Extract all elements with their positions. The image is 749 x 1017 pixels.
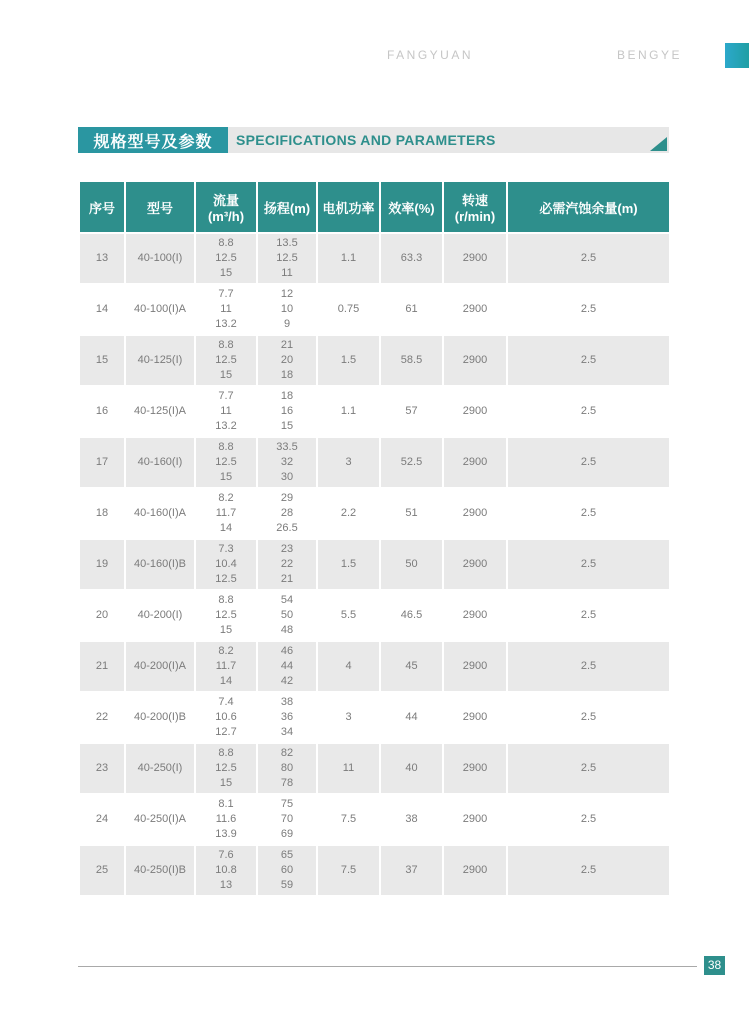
- cell-speed: 2900: [443, 386, 507, 437]
- cell-model: 40-100(I): [125, 233, 195, 284]
- value-line: 32: [280, 456, 294, 468]
- value-line: 46: [280, 645, 294, 657]
- value-line: 11.6: [215, 813, 237, 825]
- value-line: 22: [280, 558, 294, 570]
- value-line: 15: [219, 369, 233, 381]
- value-line: 23: [280, 543, 294, 555]
- cell-head: [257, 743, 317, 794]
- value-line: 13.2: [215, 318, 237, 330]
- cell-head: [257, 845, 317, 896]
- value-line: 8.2: [218, 645, 234, 657]
- cell-power: 0.75: [317, 284, 380, 335]
- value-line: 30: [280, 471, 294, 483]
- table-row: [79, 539, 670, 590]
- cell-speed: 2900: [443, 539, 507, 590]
- value-line: 15: [219, 777, 233, 789]
- value-line: 15: [219, 267, 233, 279]
- cell-npsh: 2.5: [507, 539, 670, 590]
- cell-npsh: 2.5: [507, 743, 670, 794]
- value-line: 8.8: [218, 441, 234, 453]
- section-title-bar: [78, 127, 669, 153]
- cell-npsh: 2.5: [507, 335, 670, 386]
- cell-model: 40-125(I)A: [125, 386, 195, 437]
- cell-power: 1.1: [317, 233, 380, 284]
- value-line: 12.5: [276, 252, 298, 264]
- cell-no: 23: [79, 743, 125, 794]
- value-line: 29: [280, 492, 294, 504]
- value-line: 10.6: [215, 711, 237, 723]
- cell-speed: 2900: [443, 794, 507, 845]
- value-line: 28: [280, 507, 294, 519]
- cell-flow: [195, 386, 257, 437]
- cell-head: [257, 692, 317, 743]
- cell-efficiency: 45: [380, 641, 443, 692]
- cell-npsh: 2.5: [507, 794, 670, 845]
- cell-npsh: 2.5: [507, 386, 670, 437]
- value-line: 21: [280, 339, 294, 351]
- cell-power: 1.5: [317, 539, 380, 590]
- cell-efficiency: 61: [380, 284, 443, 335]
- value-line: 59: [280, 879, 294, 891]
- cell-flow: [195, 641, 257, 692]
- cell-flow: [195, 539, 257, 590]
- value-line: 10: [280, 303, 294, 315]
- cell-efficiency: 50: [380, 539, 443, 590]
- value-line: 8.1: [218, 798, 234, 810]
- cell-power: 7.5: [317, 794, 380, 845]
- cell-model: 40-200(I): [125, 590, 195, 641]
- table-row: [79, 335, 670, 386]
- cell-power: 5.5: [317, 590, 380, 641]
- cell-flow: [195, 794, 257, 845]
- cell-no: 19: [79, 539, 125, 590]
- table-row: [79, 641, 670, 692]
- cell-no: 18: [79, 488, 125, 539]
- value-line: 9: [283, 318, 291, 330]
- cell-npsh: 2.5: [507, 845, 670, 896]
- value-line: 54: [280, 594, 294, 606]
- cell-speed: 2900: [443, 437, 507, 488]
- value-line: 60: [280, 864, 294, 876]
- cell-no: 15: [79, 335, 125, 386]
- cell-npsh: 2.5: [507, 437, 670, 488]
- value-line: 50: [280, 609, 294, 621]
- cell-model: 40-100(I)A: [125, 284, 195, 335]
- spec-table-body: [79, 233, 670, 896]
- value-line: 12: [280, 288, 294, 300]
- column-header-4: 电机功率: [317, 181, 380, 233]
- cell-flow: [195, 488, 257, 539]
- cell-efficiency: 52.5: [380, 437, 443, 488]
- cell-model: 40-160(I)B: [125, 539, 195, 590]
- value-line: 12.5: [215, 354, 237, 366]
- value-line: 18: [280, 390, 294, 402]
- cell-no: 14: [79, 284, 125, 335]
- value-line: 15: [280, 420, 294, 432]
- value-line: 78: [280, 777, 294, 789]
- cell-head: [257, 335, 317, 386]
- value-line: 11: [281, 267, 293, 279]
- value-line: 10.4: [215, 558, 237, 570]
- cell-model: 40-125(I): [125, 335, 195, 386]
- cell-model: 40-250(I)A: [125, 794, 195, 845]
- value-line: 7.7: [218, 390, 234, 402]
- cell-no: 24: [79, 794, 125, 845]
- value-line: 34: [280, 726, 294, 738]
- cell-speed: 2900: [443, 845, 507, 896]
- cell-no: 21: [79, 641, 125, 692]
- table-row: [79, 743, 670, 794]
- cell-speed: 2900: [443, 641, 507, 692]
- footer-divider: [78, 966, 697, 967]
- section-title-en: SPECIFICATIONS AND PARAMETERS: [236, 132, 496, 148]
- column-header-1: 型号: [125, 181, 195, 233]
- cell-efficiency: 40: [380, 743, 443, 794]
- value-line: 14: [219, 675, 233, 687]
- cell-power: 3: [317, 692, 380, 743]
- cell-speed: 2900: [443, 590, 507, 641]
- value-line: 48: [280, 624, 294, 636]
- value-line: 18: [280, 369, 294, 381]
- cell-power: 1.1: [317, 386, 380, 437]
- value-line: 82: [280, 747, 294, 759]
- cell-flow: [195, 743, 257, 794]
- value-line: 12.5: [215, 762, 237, 774]
- cell-power: 11: [317, 743, 380, 794]
- cell-power: 4: [317, 641, 380, 692]
- cell-model: 40-200(I)A: [125, 641, 195, 692]
- cell-head: [257, 437, 317, 488]
- value-line: 7.3: [218, 543, 234, 555]
- value-line: 12.5: [215, 252, 237, 264]
- value-line: 8.8: [218, 594, 234, 606]
- table-row: [79, 488, 670, 539]
- cell-model: 40-160(I): [125, 437, 195, 488]
- value-line: 11.7: [215, 507, 237, 519]
- value-line: 38: [280, 696, 294, 708]
- value-line: 12.5: [215, 573, 237, 585]
- brand-bengye: BENGYE: [617, 48, 683, 62]
- cell-npsh: 2.5: [507, 692, 670, 743]
- cell-head: [257, 539, 317, 590]
- cell-flow: [195, 284, 257, 335]
- value-line: 8.8: [218, 237, 234, 249]
- cell-speed: 2900: [443, 335, 507, 386]
- value-line: 13.9: [215, 828, 237, 840]
- cell-efficiency: 38: [380, 794, 443, 845]
- column-header-7: 必需汽蚀余量(m): [507, 181, 670, 233]
- column-header-5: 效率(%): [380, 181, 443, 233]
- section-title-zh: 规格型号及参数: [78, 127, 228, 153]
- value-line: 15: [219, 471, 233, 483]
- value-line: 7.7: [218, 288, 234, 300]
- value-line: 75: [280, 798, 294, 810]
- cell-flow: [195, 845, 257, 896]
- cell-head: [257, 794, 317, 845]
- table-row: [79, 437, 670, 488]
- cell-npsh: 2.5: [507, 233, 670, 284]
- value-line: 13: [219, 879, 233, 891]
- cell-head: [257, 641, 317, 692]
- cell-efficiency: 44: [380, 692, 443, 743]
- cell-no: 20: [79, 590, 125, 641]
- column-header-2: 流量(m³/h): [195, 181, 257, 233]
- cell-power: 7.5: [317, 845, 380, 896]
- value-line: 13.5: [276, 237, 298, 249]
- spec-table: [78, 180, 671, 897]
- cell-model: 40-250(I): [125, 743, 195, 794]
- value-line: 44: [280, 660, 294, 672]
- cell-no: 17: [79, 437, 125, 488]
- cell-head: [257, 233, 317, 284]
- cell-npsh: 2.5: [507, 488, 670, 539]
- value-line: 12.7: [215, 726, 237, 738]
- value-line: 69: [280, 828, 294, 840]
- value-line: 36: [280, 711, 294, 723]
- cell-no: 13: [79, 233, 125, 284]
- cell-model: 40-250(I)B: [125, 845, 195, 896]
- value-line: 15: [219, 624, 233, 636]
- value-line: 80: [280, 762, 294, 774]
- cell-speed: 2900: [443, 743, 507, 794]
- cell-npsh: 2.5: [507, 590, 670, 641]
- header-accent-square: [725, 43, 749, 68]
- value-line: 7.4: [218, 696, 234, 708]
- cell-flow: [195, 692, 257, 743]
- cell-no: 25: [79, 845, 125, 896]
- cell-speed: 2900: [443, 488, 507, 539]
- cell-power: 1.5: [317, 335, 380, 386]
- value-line: 12.5: [215, 609, 237, 621]
- cell-efficiency: 63.3: [380, 233, 443, 284]
- cell-power: 3: [317, 437, 380, 488]
- header-row: [79, 181, 670, 233]
- value-line: 8.2: [218, 492, 234, 504]
- table-row: [79, 233, 670, 284]
- cell-flow: [195, 437, 257, 488]
- value-line: 13.2: [215, 420, 237, 432]
- table-row: [79, 794, 670, 845]
- cell-model: 40-160(I)A: [125, 488, 195, 539]
- brand-fangyuan: FANGYUAN: [387, 48, 474, 62]
- cell-efficiency: 58.5: [380, 335, 443, 386]
- cell-npsh: 2.5: [507, 284, 670, 335]
- column-header-0: 序号: [79, 181, 125, 233]
- cell-speed: 2900: [443, 233, 507, 284]
- cell-head: [257, 284, 317, 335]
- value-line: 16: [280, 405, 294, 417]
- table-row: [79, 692, 670, 743]
- value-line: 65: [280, 849, 294, 861]
- cell-no: 16: [79, 386, 125, 437]
- cell-head: [257, 488, 317, 539]
- value-line: 42: [280, 675, 294, 687]
- value-line: 8.8: [218, 339, 234, 351]
- cell-speed: 2900: [443, 284, 507, 335]
- cell-efficiency: 57: [380, 386, 443, 437]
- cell-npsh: 2.5: [507, 641, 670, 692]
- spec-table-head: [79, 181, 670, 233]
- value-line: 10.8: [215, 864, 237, 876]
- column-header-3: 扬程(m): [257, 181, 317, 233]
- value-line: 7.6: [218, 849, 234, 861]
- cell-flow: [195, 335, 257, 386]
- triangle-icon: [650, 137, 667, 151]
- cell-head: [257, 590, 317, 641]
- value-line: 20: [280, 354, 294, 366]
- value-line: 26.5: [276, 522, 298, 534]
- cell-model: 40-200(I)B: [125, 692, 195, 743]
- cell-head: [257, 386, 317, 437]
- table-row: [79, 590, 670, 641]
- cell-flow: [195, 233, 257, 284]
- value-line: 12.5: [215, 456, 237, 468]
- value-line: 70: [280, 813, 294, 825]
- table-row: [79, 386, 670, 437]
- value-line: 14: [219, 522, 233, 534]
- cell-efficiency: 37: [380, 845, 443, 896]
- value-line: 11.7: [215, 660, 237, 672]
- value-line: 21: [280, 573, 294, 585]
- value-line: 33.5: [276, 441, 298, 453]
- page-number-badge: 38: [704, 956, 725, 975]
- value-line: 11: [220, 303, 232, 315]
- value-line: 11: [220, 405, 232, 417]
- cell-speed: 2900: [443, 692, 507, 743]
- table-row: [79, 845, 670, 896]
- table-row: [79, 284, 670, 335]
- cell-efficiency: 51: [380, 488, 443, 539]
- cell-efficiency: 46.5: [380, 590, 443, 641]
- value-line: 8.8: [218, 747, 234, 759]
- cell-no: 22: [79, 692, 125, 743]
- cell-flow: [195, 590, 257, 641]
- column-header-6: 转速(r/min): [443, 181, 507, 233]
- cell-power: 2.2: [317, 488, 380, 539]
